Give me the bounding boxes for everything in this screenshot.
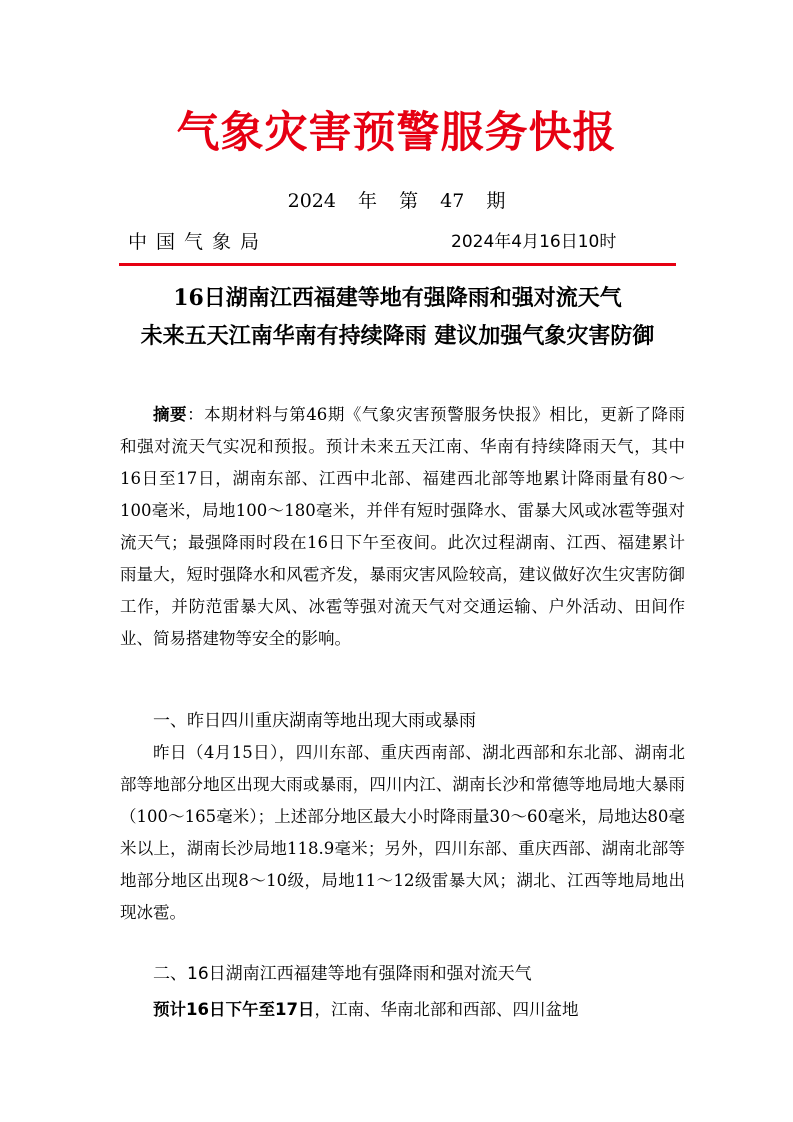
section-2-title: 二、16日湖南江西福建等地有强降雨和强对流天气 [153, 964, 532, 984]
section-2-text: ，江南、华南北部和西部、四川盆地 [314, 1000, 579, 1019]
abstract-text: ：本期材料与第46期《气象灾害预警服务快报》相比，更新了降雨和强对流天气实况和预报。预计未来五天江南、华南有持续降雨天气，其中16日至17日，湖南东部、江西中北部、福建西北部等地累计降雨量有80～100毫米，局地100～180毫米，并伴有短时强降水、雷暴大风或冰雹等强对流天气；最强降雨时段在16日下午至夜间。此次过程湖南、江西、福建累计雨量大，短时强降水和风雹齐发，暴雨灾害风险较高，建议做好次生灾害防御工作，并防范雷暴大风、冰雹等强对流天气对交通运输、户外活动、田间作业、简易搭建物等安全的影响。 [120, 405, 686, 648]
issuing-agency: 中国气象局 [128, 231, 269, 253]
issue-suffix: 期 [486, 190, 506, 212]
abstract-label: 摘要 [153, 405, 188, 424]
issue-year: 2024 [287, 190, 336, 212]
headline-line-1: 16日湖南江西福建等地有强降雨和强对流天气 [173, 285, 622, 311]
issue-number: 47 [440, 190, 465, 212]
section-2-lead: 预计16日下午至17日 [153, 1000, 315, 1019]
issue-line [0, 186, 793, 216]
section-2-paragraph [120, 994, 685, 1026]
abstract-paragraph [120, 399, 685, 655]
red-divider [119, 263, 676, 266]
masthead-title: 气象灾害预警服务快报 [176, 108, 617, 158]
issue-prefix: 第 [399, 190, 419, 212]
section-1-title: 一、昨日四川重庆湖南等地出现大雨或暴雨 [153, 711, 476, 731]
issue-date: 2024年4月16日10时 [451, 232, 617, 252]
headline [110, 279, 685, 355]
section-1-paragraph: 昨日（4月15日），四川东部、重庆西南部、湖北西部和东北部、湖南北部等地部分地区出现大雨或暴雨，四川内江、湖南长沙和常德等地局地大暴雨（100～165毫米）；上述部分地区最大小时降雨量30～60毫米，局地达80毫米以上，湖南长沙局地118.9毫米；另外，四川东部、重庆西部、湖南北部等地部分地区出现8～10级，局地11～12级雷暴大风；湖北、江西等地局地出现冰雹。 [120, 743, 685, 922]
headline-line-2: 未来五天江南华南有持续降雨 建议加强气象灾害防御 [140, 323, 655, 349]
issue-year-suffix: 年 [358, 190, 378, 212]
